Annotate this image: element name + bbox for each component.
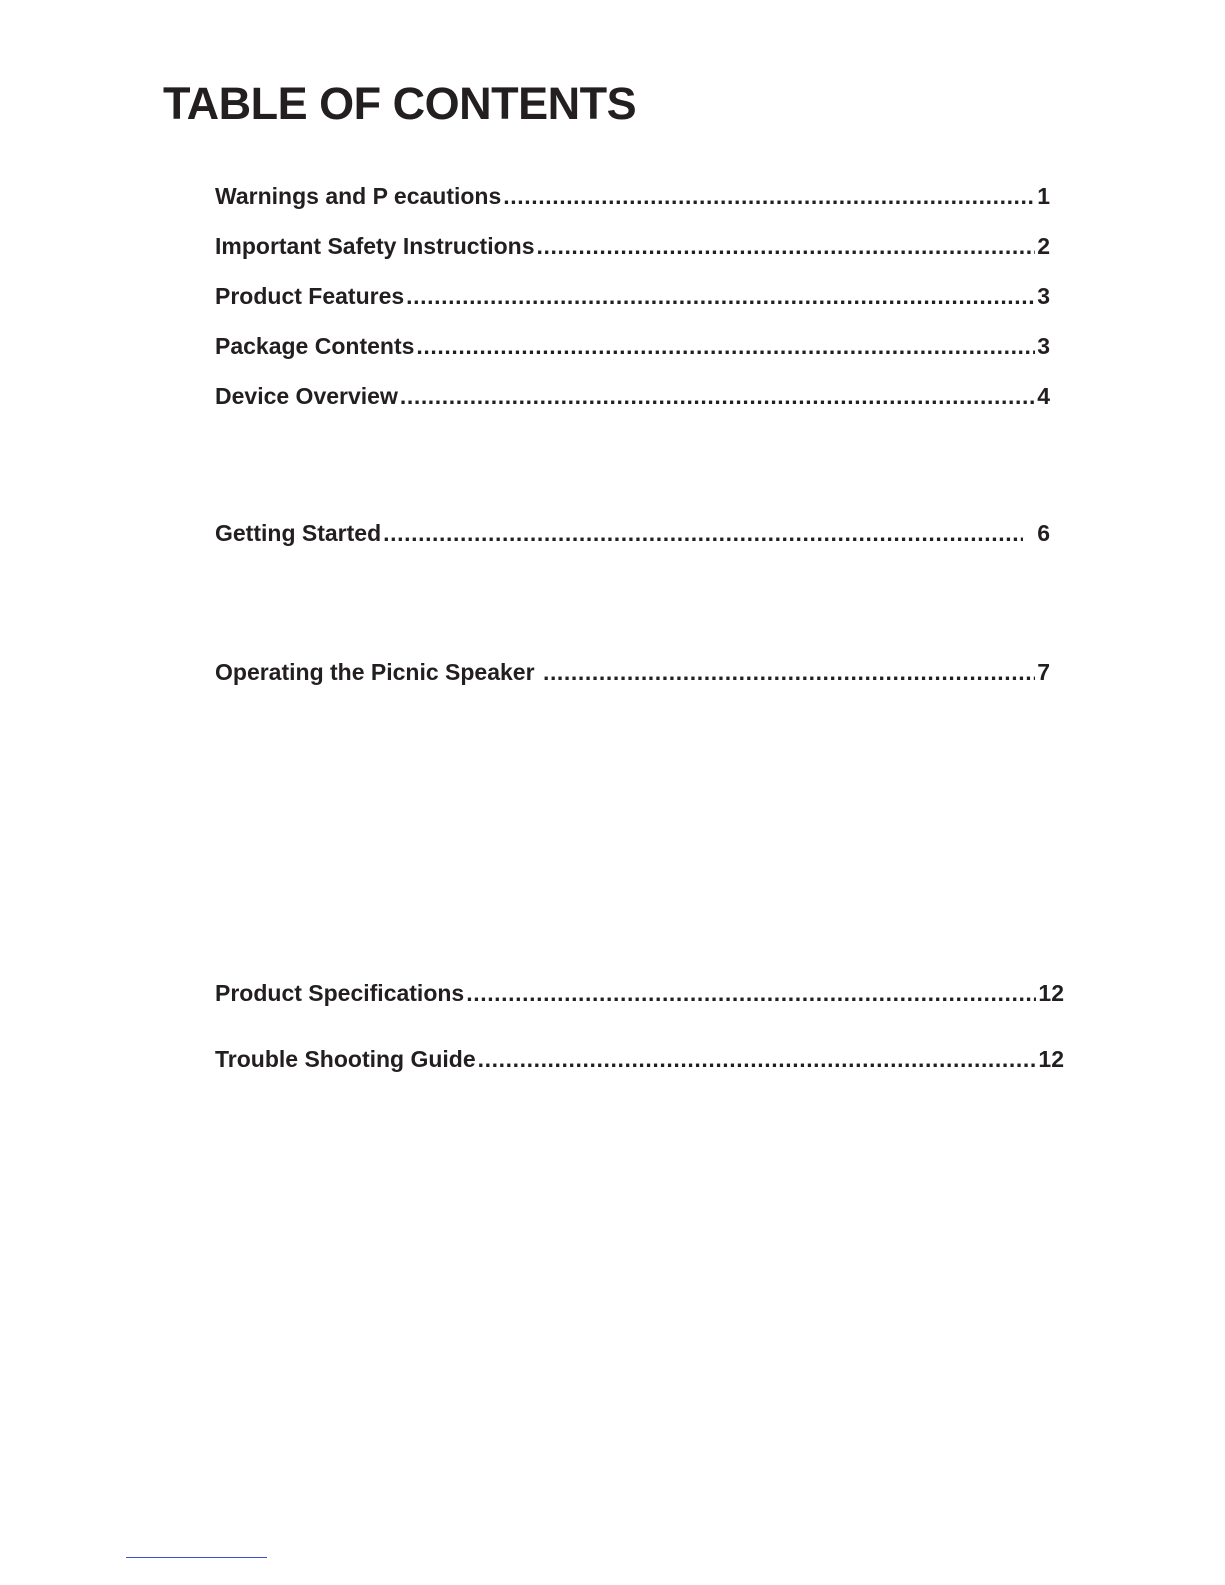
toc-dot-leader <box>543 658 1035 686</box>
toc-entry-safety-instructions[interactable] <box>215 228 1050 260</box>
toc-entry-product-features[interactable] <box>215 278 1050 310</box>
toc-dot-leader <box>478 1045 1037 1073</box>
toc-entry-operating-speaker[interactable] <box>215 654 1050 686</box>
toc-entry-label: Trouble Shooting Guide <box>215 1046 476 1072</box>
toc-entry-label: Important Safety Instructions <box>215 233 535 259</box>
toc-page-number: 7 <box>1037 659 1050 685</box>
toc-entry-trouble-shooting[interactable] <box>215 1041 1064 1073</box>
toc-dot-leader <box>400 382 1035 410</box>
toc-page-number: 3 <box>1037 283 1050 309</box>
toc-entry-label: Warnings and P ecautions <box>215 183 502 209</box>
toc-entry-label: Package Contents <box>215 333 415 359</box>
toc-dot-leader <box>503 182 1035 210</box>
toc-page-number: 12 <box>1038 1046 1064 1072</box>
toc-page-number: 6 <box>1037 520 1050 546</box>
toc-entry-label: Getting Started <box>215 520 382 546</box>
toc-entry-label: Product Features <box>215 283 405 309</box>
toc-dot-leader <box>466 979 1036 1007</box>
toc-page-number: 3 <box>1037 333 1050 359</box>
toc-page-number: 2 <box>1037 233 1050 259</box>
toc-entry-getting-started[interactable] <box>215 515 1050 547</box>
toc-entry-product-specifications[interactable] <box>215 975 1064 1007</box>
toc-page-number: 4 <box>1037 383 1050 409</box>
toc-dot-leader <box>406 282 1035 310</box>
toc-dot-leader <box>383 519 1023 547</box>
toc-page-number: 1 <box>1037 183 1050 209</box>
toc-entry-device-overview[interactable] <box>215 378 1050 410</box>
toc-entry-label: Product Specifications <box>215 980 465 1006</box>
toc-entry-label: Operating the Picnic Speaker <box>215 659 541 685</box>
page-title: TABLE OF CONTENTS <box>163 78 637 129</box>
toc-entry-label: Device Overview <box>215 383 398 409</box>
footer-rule <box>126 1557 267 1558</box>
toc-entry-warnings[interactable] <box>215 178 1050 210</box>
toc-entry-package-contents[interactable] <box>215 328 1050 360</box>
toc-page-number: 12 <box>1038 980 1064 1006</box>
toc-dot-leader <box>536 232 1035 260</box>
toc-dot-leader <box>416 332 1035 360</box>
